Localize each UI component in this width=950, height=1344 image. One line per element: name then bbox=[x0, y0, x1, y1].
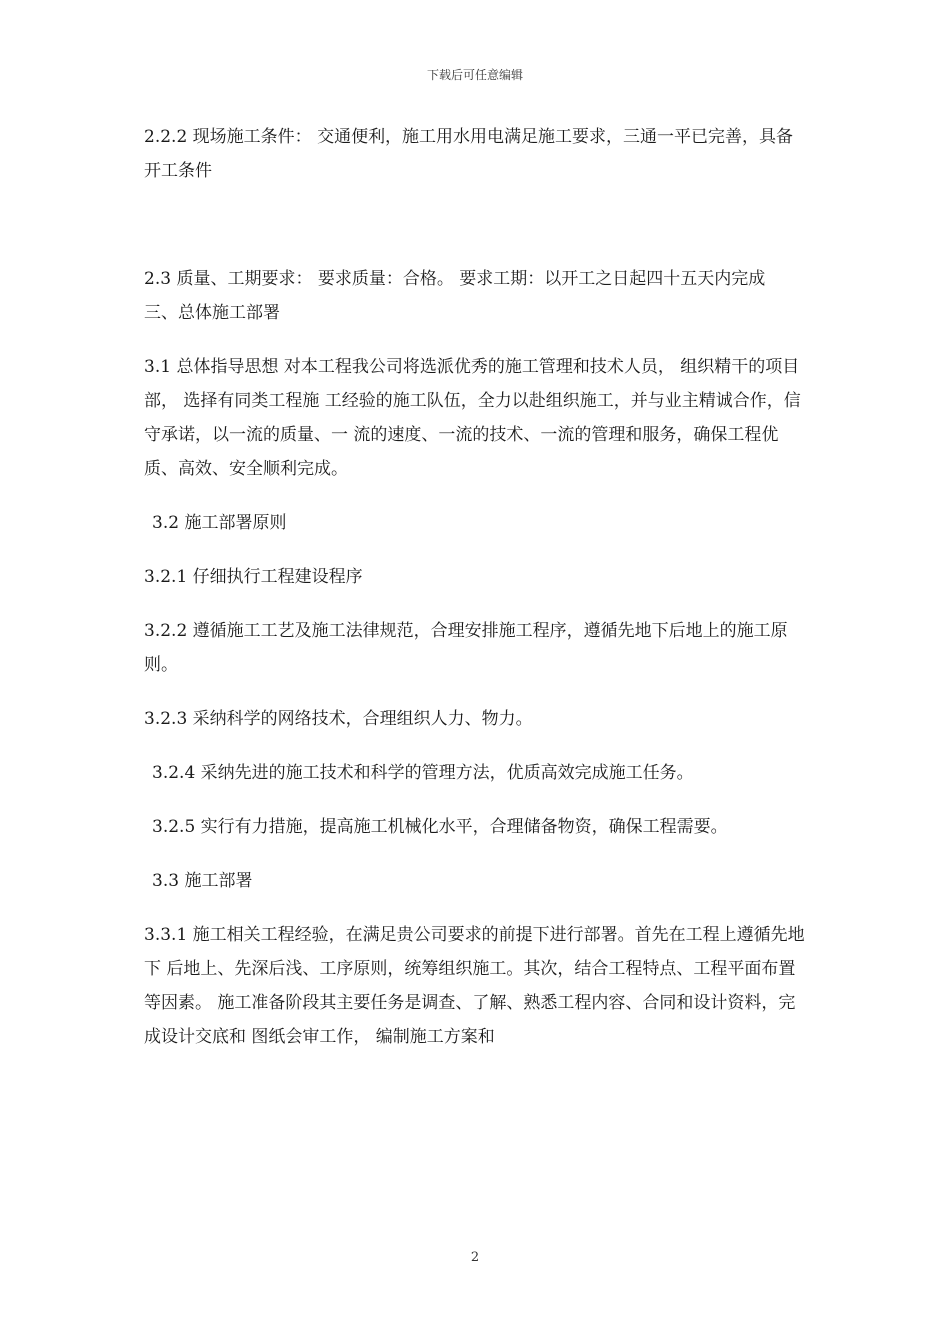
paragraph-3-3-1: 3.3.1 施工相关工程经验，在满足贵公司要求的前提下进行部署。首先在工程上遵循先地下 后地上、先深后浅、工序原则，统筹组织施工。其次，结合工程特点、工程平面布置等因素。 施工准备阶段其主要任务是调查、了解、熟悉工程内容、合同和设计资料，完成设计交底和 图纸会审工作， 编制施工方案和 bbox=[144, 925, 805, 1047]
header-note: 下载后可任意编辑 bbox=[426, 68, 523, 82]
document-body bbox=[144, 120, 809, 1054]
paragraph-3-2-1: 3.2.1 仔细执行工程建设程序 bbox=[144, 567, 363, 587]
page-number: 2 bbox=[470, 1250, 480, 1265]
heading-3-2: 3.2 施工部署原则 bbox=[152, 513, 287, 533]
paragraph-3-1: 3.1 总体指导思想 对本工程我公司将选派优秀的施工管理和技术人员， 组织精干的项目部， 选择有同类工程施 工经验的施工队伍，全力以赴组织施工，并与业主精诚合作，信守承诺，以一流的质量、一 流的速度、一流的技术、一流的管理和服务，确保工程优质、高效、安全顺利完成。 bbox=[144, 357, 801, 479]
paragraph-2-3: 2.3 质量、工期要求： 要求质量：合格。 要求工期：以开工之日起四十五天内完成 bbox=[144, 269, 766, 289]
paragraph-3-2-4: 3.2.4 采纳先进的施工技术和科学的管理方法，优质高效完成施工任务。 bbox=[152, 763, 694, 783]
heading-3-3: 3.3 施工部署 bbox=[152, 871, 253, 891]
paragraph-3-2-3: 3.2.3 采纳科学的网络技术，合理组织人力、物力。 bbox=[144, 709, 533, 729]
paragraph-3-2-2: 3.2.2 遵循施工工艺及施工法律规范，合理安排施工程序，遵循先地下后地上的施工原则。 bbox=[144, 621, 788, 675]
section-heading-3: 三、总体施工部署 bbox=[144, 303, 280, 323]
paragraph-2-2-2: 2.2.2 现场施工条件： 交通便利，施工用水用电满足施工要求，三通一平已完善，具备开工条件 bbox=[144, 127, 794, 181]
paragraph-3-2-5: 3.2.5 实行有力措施，提高施工机械化水平，合理储备物资，确保工程需要。 bbox=[152, 817, 728, 837]
